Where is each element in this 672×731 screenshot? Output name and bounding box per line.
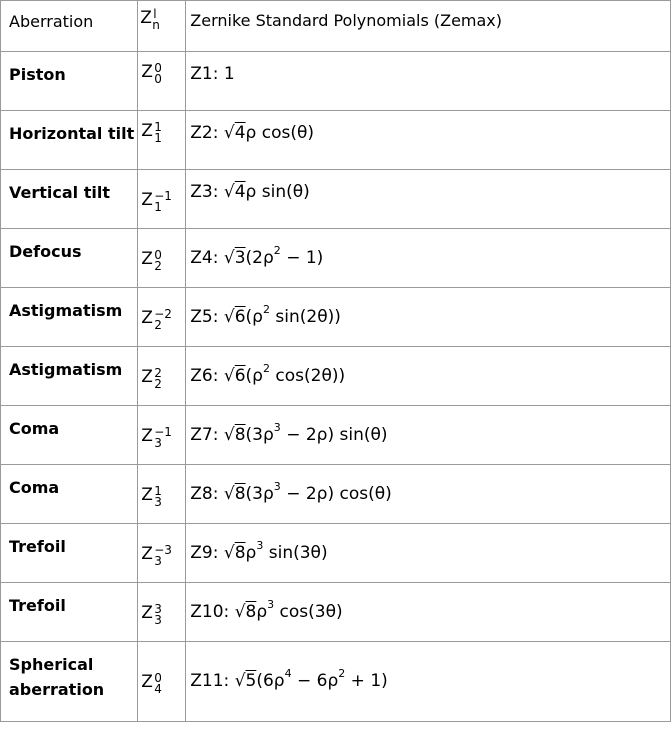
z-base: Z <box>141 426 153 446</box>
zernike-label: Z11: <box>190 671 230 691</box>
z-sub: n <box>152 18 160 32</box>
z-sub: 2 <box>154 377 162 391</box>
z-base: Z <box>141 308 153 328</box>
aberration-name: Defocus <box>1 229 138 288</box>
aberration-name: Astigmatism <box>1 347 138 406</box>
zernike-formula: $√6(\rho^2$ sin(2θ)) <box>223 303 341 327</box>
zernike-label: Z1: <box>190 64 219 84</box>
z-sup: −2 <box>154 307 172 321</box>
zernike-symbol <box>138 524 186 583</box>
aberration-name: Spherical aberration <box>1 642 138 722</box>
zernike-label: Z7: <box>190 425 219 445</box>
zernike-formula: 1 <box>223 64 235 84</box>
zernike-symbol <box>138 52 186 111</box>
zernike-formula: $√8(3\rho^3 - 2\rho)$ cos(θ) <box>223 480 392 504</box>
zernike-symbol <box>138 347 186 406</box>
header-formula: Zernike Standard Polynomials (Zemax) <box>186 1 671 52</box>
zernike-symbol <box>138 642 186 722</box>
z-base: Z <box>141 249 153 269</box>
z-base: Z <box>141 121 153 141</box>
z-sup: −1 <box>154 425 172 439</box>
z-sub: 0 <box>154 72 162 86</box>
aberration-name: Trefoil <box>1 583 138 642</box>
zernike-label: Z9: <box>190 543 219 563</box>
zernike-symbol <box>138 406 186 465</box>
aberration-name: Piston <box>1 52 138 111</box>
aberration-name: Coma <box>1 406 138 465</box>
z-base: Z <box>141 672 153 692</box>
aberration-name: Coma <box>1 465 138 524</box>
z-base: Z <box>141 190 153 210</box>
z-sup: l <box>153 7 157 21</box>
z-sup: 0 <box>154 248 162 262</box>
zernike-formula: $√6(\rho^2$ cos(2θ)) <box>223 362 346 386</box>
table-row <box>1 583 671 642</box>
z-base: Z <box>141 62 153 82</box>
header-row <box>1 1 671 52</box>
zernike-label: Z6: <box>190 366 219 386</box>
formula-cell <box>186 111 671 170</box>
aberration-name: Vertical tilt <box>1 170 138 229</box>
z-sub: 4 <box>154 682 162 696</box>
formula-cell <box>186 465 671 524</box>
zernike-label: Z8: <box>190 484 219 504</box>
zernike-label: Z5: <box>190 307 219 327</box>
table-row <box>1 347 671 406</box>
zernike-symbol <box>138 583 186 642</box>
table-row <box>1 642 671 722</box>
z-sub: 3 <box>154 495 162 509</box>
zernike-symbol <box>138 111 186 170</box>
z-sup: −1 <box>154 189 172 203</box>
table-row <box>1 111 671 170</box>
header-aberration: Aberration <box>1 1 138 52</box>
z-base: Z <box>141 367 153 387</box>
z-sup: −3 <box>154 543 172 557</box>
zernike-label: Z2: <box>190 123 219 143</box>
z-sup: 1 <box>154 484 162 498</box>
z-sup: 2 <box>154 366 162 380</box>
z-sub: 3 <box>154 554 162 568</box>
aberration-name: Trefoil <box>1 524 138 583</box>
table-row <box>1 465 671 524</box>
zernike-formula: √4ρ cos(θ) <box>223 123 315 143</box>
formula-cell <box>186 583 671 642</box>
zernike-label: Z3: <box>190 182 219 202</box>
table-row <box>1 406 671 465</box>
table-row <box>1 52 671 111</box>
zernike-symbol <box>138 229 186 288</box>
header-zernike-symbol <box>138 1 186 52</box>
z-sup: 3 <box>154 602 162 616</box>
zernike-label: Z10: <box>190 602 230 622</box>
formula-cell <box>186 524 671 583</box>
z-base: Z <box>141 544 153 564</box>
z-sub: 2 <box>154 259 162 273</box>
zernike-formula: $√8\rho^3$ cos(3θ) <box>234 598 343 622</box>
zernike-formula: $√8(3\rho^3 - 2\rho)$ sin(θ) <box>223 421 388 445</box>
formula-cell <box>186 52 671 111</box>
z-sub: 1 <box>154 200 162 214</box>
table-row <box>1 229 671 288</box>
aberration-name: Horizontal tilt <box>1 111 138 170</box>
zernike-formula: $√5(6\rho^4 - 6\rho^2 + 1)$ <box>234 667 388 691</box>
table-row <box>1 524 671 583</box>
z-sub: 3 <box>154 613 162 627</box>
formula-cell <box>186 170 671 229</box>
zernike-symbol <box>138 170 186 229</box>
z-base: Z <box>140 8 152 28</box>
z-base: Z <box>141 603 153 623</box>
zernike-symbol <box>138 288 186 347</box>
formula-cell <box>186 229 671 288</box>
zernike-symbol <box>138 465 186 524</box>
aberration-name: Astigmatism <box>1 288 138 347</box>
formula-cell <box>186 406 671 465</box>
z-sub: 2 <box>154 318 162 332</box>
z-base: Z <box>141 485 153 505</box>
zernike-formula: $√3(2\rho^2 - 1)$ <box>223 244 324 268</box>
z-sup: 0 <box>154 61 162 75</box>
formula-cell <box>186 288 671 347</box>
zernike-formula: $√8\rho^3$ sin(3θ) <box>223 539 328 563</box>
formula-cell <box>186 347 671 406</box>
zernike-formula: √4ρ sin(θ) <box>223 182 310 202</box>
z-sup: 1 <box>154 120 162 134</box>
table-row <box>1 170 671 229</box>
z-sub: 3 <box>154 436 162 450</box>
z-sup: 0 <box>154 671 162 685</box>
formula-cell <box>186 642 671 722</box>
zernike-label: Z4: <box>190 248 219 268</box>
z-sub: 1 <box>154 131 162 145</box>
table-row <box>1 288 671 347</box>
